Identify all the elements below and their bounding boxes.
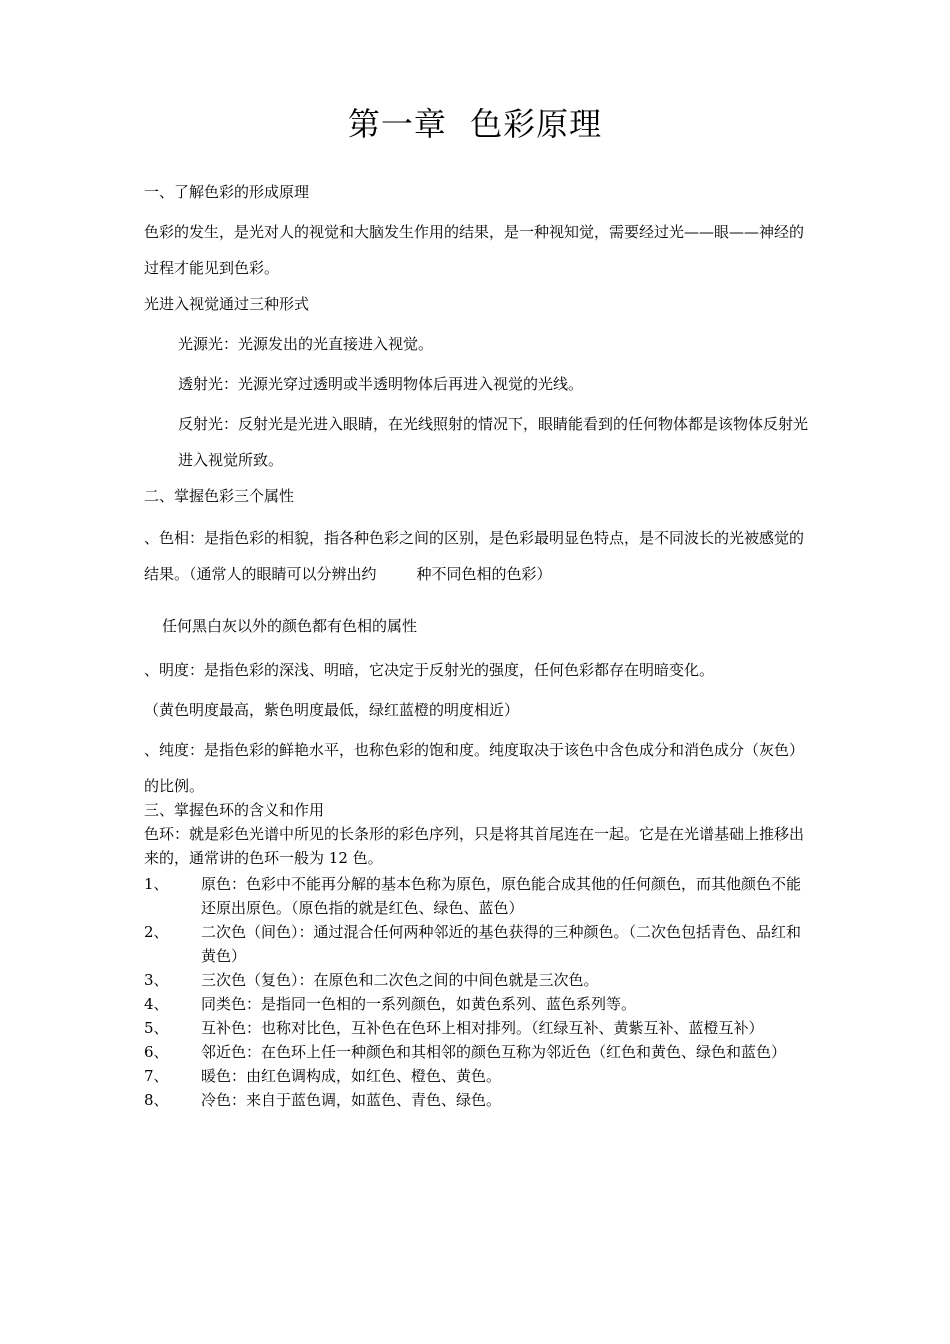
list-item: 2、 二次色（间色）：通过混合任何两种邻近的基色获得的三种颜色。（二次色包括青色、品红和黄色）: [144, 923, 802, 965]
section1-heading: 一、了解色彩的形成原理: [144, 183, 310, 201]
form-item-transmitted: 透射光：光源光穿过透明或半透明物体后再进入视觉的光线。: [178, 375, 584, 393]
form-item-light-source: 光源光：光源发出的光直接进入视觉。: [178, 335, 434, 353]
section2-heading: 二、掌握色彩三个属性: [144, 487, 295, 505]
list-item: 1、 原色：色彩中不能再分解的基本色称为原色，原色能合成其他的任何颜色，而其他颜色不能还原出原色。（原色指的就是红色、绿色、蓝色）: [144, 875, 802, 917]
hue-text: 、色相：是指色彩的相貌，指各种色彩之间的区别，是色彩最明显色特点，是不同波长的光被感觉的结果。（通常人的眼睛可以分辨出约: [144, 529, 805, 583]
section3-intro: 色环：就是彩色光谱中所见的长条形的彩色序列，只是将其首尾连在一起。它是在光谱基础上推移出来的，通常讲的色环一般为 12 色。: [144, 825, 805, 867]
section3-heading: 三、掌握色环的含义和作用: [144, 801, 325, 819]
list-item: 7、 暖色：由红色调构成，如红色、橙色、黄色。: [144, 1067, 502, 1085]
color-wheel-list: [144, 872, 810, 1112]
list-item: 3、 三次色（复色）：在原色和二次色之间的中间色就是三次色。: [144, 971, 599, 989]
hue-note: 任何黑白灰以外的颜色都有色相的属性: [162, 617, 418, 635]
list-item: 5、 互补色：也称对比色，互补色在色环上相对排列。（红绿互补、黄紫互补、蓝橙互补）: [144, 1019, 764, 1037]
brightness-note: （黄色明度最高，紫色明度最低，绿红蓝橙的明度相近）: [144, 701, 520, 719]
section1-intro: 色彩的发生，是光对人的视觉和大脑发生作用的结果，是一种视知觉，需要经过光——眼——神经的过程才能见到色彩。: [144, 223, 805, 277]
list-item: 4、 同类色：是指同一色相的一系列颜色，如黄色系列、蓝色系列等。: [144, 995, 637, 1013]
hue-text-end: 种不同色相的色彩）: [416, 565, 552, 583]
brightness-paragraph: 、明度：是指色彩的深浅、明暗，它决定于反射光的强度，任何色彩都存在明暗变化。: [144, 661, 715, 679]
purity-paragraph: 、纯度：是指色彩的鲜艳水平，也称色彩的饱和度。纯度取决于该色中含色成分和消色成分（灰色）的比例。: [144, 741, 805, 795]
hue-paragraph: [144, 520, 810, 592]
form-item-reflected: 反射光：反射光是光进入眼睛，在光线照射的情况下，眼睛能看到的任何物体都是该物体反射光进入视觉所致。: [178, 415, 809, 469]
list-item: 8、 冷色：来自于蓝色调，如蓝色、青色、绿色。: [144, 1091, 502, 1109]
page-title: 第一章 色彩原理: [347, 105, 603, 143]
forms-heading: 光进入视觉通过三种形式: [144, 295, 310, 313]
list-item: 6、 邻近色：在色环上任一种颜色和其相邻的颜色互称为邻近色（红色和黄色、绿色和蓝色）: [144, 1043, 787, 1061]
